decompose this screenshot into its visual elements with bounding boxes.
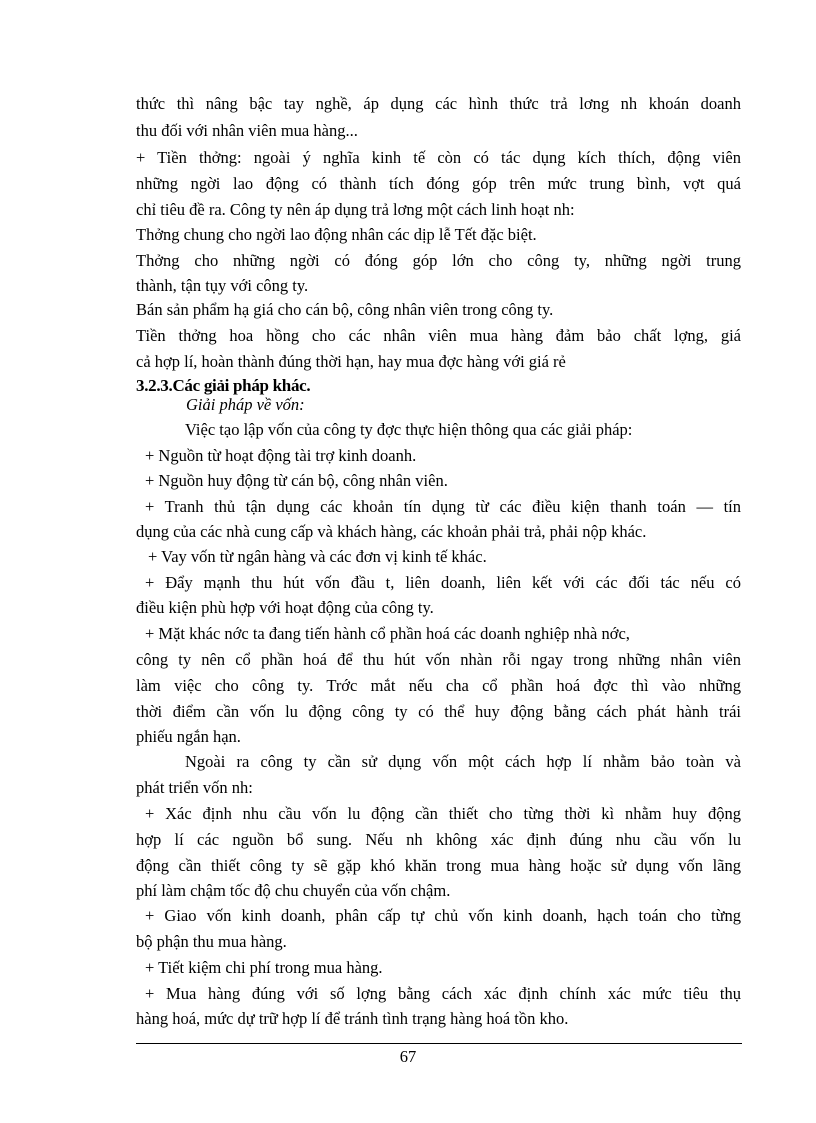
body-text-line: thức thì nâng bậc tay nghề, áp dụng các hình thức trả lơng nh khoán doanh bbox=[136, 94, 741, 113]
body-text-line: bộ phận thu mua hàng. bbox=[136, 932, 287, 951]
body-text-line: dụng của các nhà cung cấp và khách hàng, các khoản phải trả, phải nộp khác. bbox=[136, 522, 647, 541]
body-text-line: Ngoài ra công ty cần sử dụng vốn một cách hợp lí nhằm bảo toàn và bbox=[185, 752, 741, 771]
body-text-line: Thởng cho những ngời có đóng góp lớn cho công ty, những ngời trung bbox=[136, 251, 741, 270]
body-text-line: + Vay vốn từ ngân hàng và các đơn vị kinh tế khác. bbox=[148, 547, 487, 566]
body-text-line: làm việc cho công ty. Trớc mắt nếu cha cổ phần hoá đợc thì vào những bbox=[136, 676, 741, 695]
body-text-line: + Nguồn từ hoạt động tài trợ kinh doanh. bbox=[145, 446, 417, 465]
body-text-line: hàng hoá, mức dự trữ hợp lí để tránh tình trạng hàng hoá tồn kho. bbox=[136, 1009, 569, 1028]
body-text-line: chỉ tiêu đề ra. Công ty nên áp dụng trả lơng một cách linh hoạt nh: bbox=[136, 200, 575, 219]
body-text-line: hợp lí các nguồn bổ sung. Nếu nh không xác định đúng nhu cầu vốn lu bbox=[136, 830, 741, 849]
body-text-line: + Đẩy mạnh thu hút vốn đầu t, liên doanh, liên kết với các đối tác nếu có bbox=[145, 573, 741, 592]
body-text-line: + Tranh thủ tận dụng các khoản tín dụng từ các điều kiện thanh toán — tín bbox=[145, 497, 741, 516]
body-text-line: + Nguồn huy động từ cán bộ, công nhân viên. bbox=[145, 471, 448, 490]
body-text-line: + Mua hàng đúng với số lợng bằng cách xác định chính xác mức tiêu thụ bbox=[145, 984, 741, 1003]
body-text-line: + Tiết kiệm chi phí trong mua hàng. bbox=[145, 958, 383, 977]
body-text-line: động cần thiết công ty sẽ gặp khó khăn trong mua hàng hoặc sử dụng vốn lãng bbox=[136, 856, 741, 875]
body-text-line: + Mặt khác nớc ta đang tiến hành cổ phần hoá các doanh nghiệp nhà nớc, bbox=[145, 624, 630, 643]
section-heading: 3.2.3.Các giải pháp khác. bbox=[136, 376, 311, 395]
body-text-line: phí làm chậm tốc độ chu chuyển của vốn chậm. bbox=[136, 881, 451, 900]
body-text-line: + Tiền thởng: ngoài ý nghĩa kinh tế còn có tác dụng kích thích, động viên bbox=[136, 148, 741, 167]
footer-rule bbox=[136, 1043, 742, 1044]
page-number: 67 bbox=[399, 1047, 417, 1066]
body-text-line: những ngời lao động có thành tích đóng góp trên mức trung bình, vợt quá bbox=[136, 174, 741, 193]
body-text-line: phát triển vốn nh: bbox=[136, 778, 253, 797]
body-text-line: Thởng chung cho ngời lao động nhân các dịp lễ Tết đặc biệt. bbox=[136, 225, 537, 244]
body-text-line: điều kiện phù hợp với hoạt động của công ty. bbox=[136, 598, 434, 617]
body-text-line: Bán sản phẩm hạ giá cho cán bộ, công nhân viên trong công ty. bbox=[136, 300, 554, 319]
body-text-line: thu đối với nhân viên mua hàng... bbox=[136, 121, 358, 140]
body-text-line: Việc tạo lập vốn của công ty đợc thực hiện thông qua các giải pháp: bbox=[185, 420, 633, 439]
subsection-heading: Giải pháp về vốn: bbox=[186, 395, 305, 414]
body-text-line: thành, tận tụy với công ty. bbox=[136, 276, 309, 295]
body-text-line: Tiền thởng hoa hồng cho các nhân viên mua hàng đảm bảo chất lợng, giá bbox=[136, 326, 741, 345]
body-text-line: công ty nên cổ phần hoá để thu hút vốn nhàn rỗi ngay trong những nhân viên bbox=[136, 650, 741, 669]
body-text-line: + Giao vốn kinh doanh, phân cấp tự chủ vốn kinh doanh, hạch toán cho từng bbox=[145, 906, 741, 925]
body-text-line: cả hợp lí, hoàn thành đúng thời hạn, hay mua đợc hàng với giá rẻ bbox=[136, 352, 566, 371]
body-text-line: + Xác định nhu cầu vốn lu động cần thiết cho từng thời kì nhằm huy động bbox=[145, 804, 741, 823]
body-text-line: phiếu ngắn hạn. bbox=[136, 727, 241, 746]
body-text-line: thời điểm cần vốn lu động công ty có thể huy động bằng cách phát hành trái bbox=[136, 702, 741, 721]
